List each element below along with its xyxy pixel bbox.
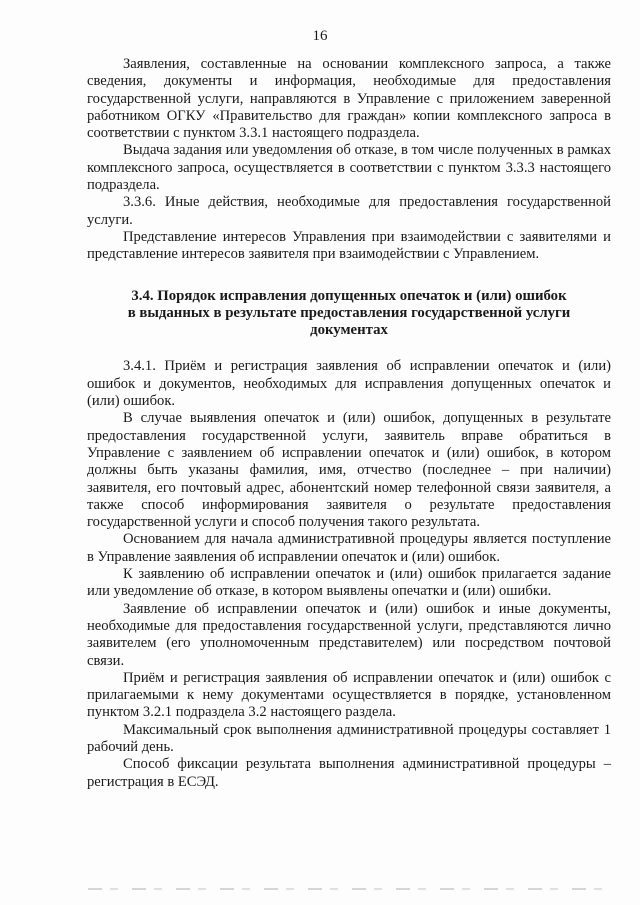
document-body	[87, 56, 611, 791]
paragraph: Выдача задания или уведомления об отказе, в том числе полученных в рамках комплексного запроса, осуществляется в соответствии с пунктом 3.3.3 настоящего подраздела.	[87, 142, 611, 194]
paragraph: Представление интересов Управления при взаимодействии с заявителями и представление интересов заявителя при взаимодействии с Управлением.	[87, 228, 611, 263]
paragraph: 3.4.1. Приём и регистрация заявления об исправлении опечаток и (или) ошибок и документов, необходимых для исправления допущенных опечаток и (или) ошибок.	[87, 358, 611, 410]
paragraph: Приём и регистрация заявления об исправлении опечаток и (или) ошибок с прилагаемыми к нему документами осуществляется в порядке, установленном пунктом 3.2.1 подраздела 3.2 настоящего раздела.	[87, 669, 611, 721]
paragraph: 3.3.6. Иные действия, необходимые для предоставления государственной услуги.	[87, 194, 611, 228]
section-heading-line: документах	[310, 322, 388, 339]
paragraph: К заявлению об исправлении опечаток и (или) ошибок прилагается задание или уведомление об отказе, в котором выявлены опечатки и (или) ошибки.	[87, 566, 611, 600]
section-heading-line: в выданных в результате предоставления государственной услуги	[127, 304, 571, 321]
paragraph: Заявления, составленные на основании комплексного запроса, а также сведения, документы и информация, необходимые для предоставления государственной услуги, направляются в Управление с приложением заверенной работником ОГКУ «Правительство для граждан» копии комплексного запроса в соответствии с пунктом 3.3.1 настоящего подраздела.	[87, 56, 611, 142]
page-number: 16	[312, 28, 328, 44]
section-heading	[87, 288, 611, 340]
paragraph: В случае выявления опечаток и (или) ошибок, допущенных в результате предоставления государственной услуги, заявитель вправе обратиться в Управление с заявлением об исправлении опечаток и (или) ошибок, в котором должны быть указаны фамилия, имя, отчество (последнее – при наличии) заявителя, его почтовый адрес, абонентский номер телефонной связи заявителя, а также способ информирования заявителя о результате предоставления государственной услуги и способ получения такого результата.	[87, 410, 611, 531]
paragraph: Максимальный срок выполнения административной процедуры составляет 1 рабочий день.	[87, 721, 611, 755]
section-heading-line: 3.4. Порядок исправления допущенных опечаток и (или) ошибок	[131, 287, 567, 304]
scan-artifact-line	[88, 888, 608, 890]
paragraph: Заявление об исправлении опечаток и (или) ошибок и иные документы, необходимые для предоставления государственной услуги, представляются лично заявителем (его уполномоченным представителем) или посредством почтовой связи.	[87, 600, 611, 669]
paragraph: Основанием для начала административной процедуры является поступление в Управление заявления об исправлении опечаток и (или) ошибок.	[87, 531, 611, 565]
paragraph: Способ фиксации результата выполнения административной процедуры – регистрация в ЕСЭД.	[87, 756, 611, 790]
